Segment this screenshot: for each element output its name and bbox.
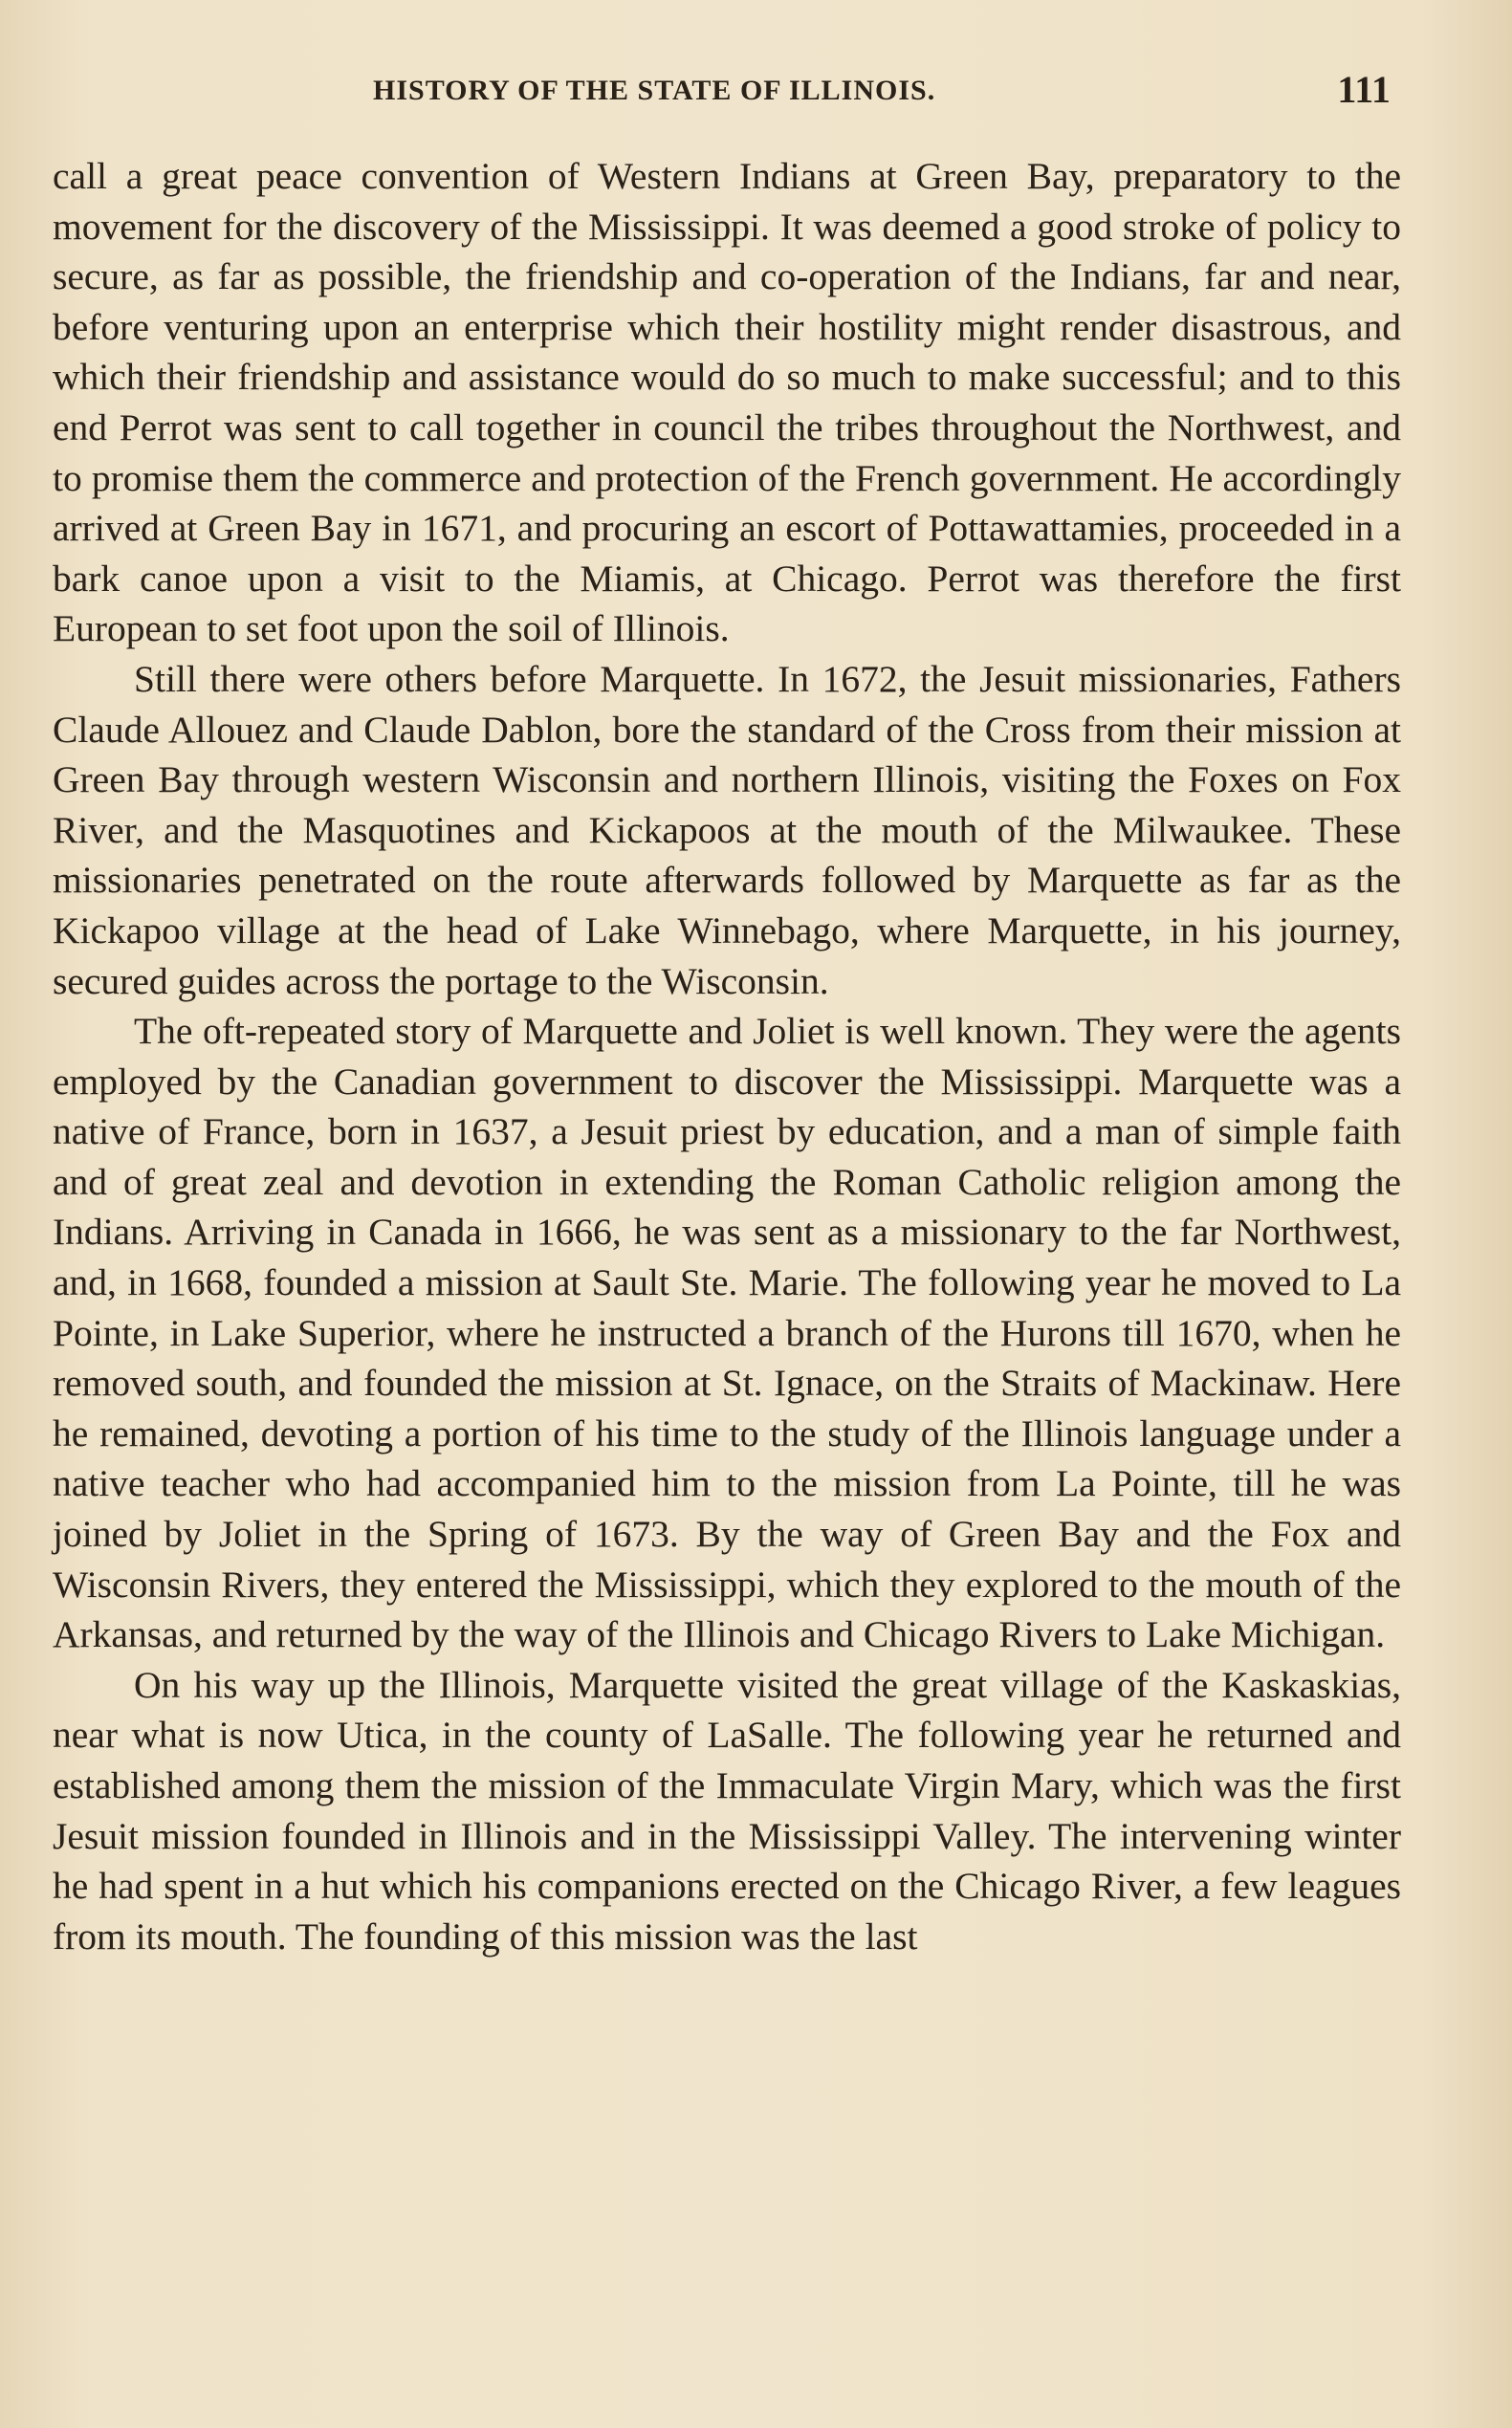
paragraph-perrot: call a great peace convention of Western Indians at Green Bay, preparatory to the movement for the discovery of the Mississippi. It was deemed a good stroke of policy to secure, as far as possible, the friendship and co-operation of the Indians, far and near, before venturing upon an enterprise which their hostility might render disastrous, and which their friendship and assistance would do so much to make successful; and to this end Perrot was sent to call together in council the tribes throughout the Northwest, and to promise them the commerce and protection of the French government. He accordingly arrived at Green Bay in 1671, and procuring an escort of Pottawattamies, proceeded in a bark canoe upon a visit to the Miamis, at Chicago. Perrot was therefore the first European to set foot upon the soil of Illinois. bbox=[53, 155, 1401, 650]
running-head: HISTORY OF THE STATE OF ILLINOIS. bbox=[373, 75, 936, 106]
paragraph-kaskaskias-mission: On his way up the Illinois, Marquette visited the great village of the Kaskaskias, near what is now Utica, in the county of LaSalle. The following year he returned and established among them the mission of the Immaculate Virgin Mary, which was the first Jesuit mission founded in Illinois and in the Mississippi Valley. The intervening winter he had spent in a hut which his companions erected on the Chicago River, a few leagues from its mouth. The founding of this mission was the last bbox=[53, 1663, 1401, 1958]
paragraph-marquette-joliet: The oft-repeated story of Marquette and Joliet is well known. They were the agents employed by the Canadian government to discover the Mississippi. Marquette was a native of France, born in 1637, a Jesuit priest by education, and a man of simple faith and of great zeal and devotion in extending the Roman Catholic religion among the Indians. Arriving in Canada in 1666, he was sent as a missionary to the far Northwest, and, in 1668, founded a mission at Sault Ste. Marie. The following year he moved to La Pointe, in Lake Superior, where he instructed a branch of the Hurons till 1670, when he removed south, and founded the mission at St. Ignace, on the Straits of Mackinaw. Here he remained, devoting a portion of his time to the study of the Illinois language under a native teacher who had accompanied him to the mission from La Pointe, till he was joined by Joliet in the Spring of 1673. By the way of Green Bay and the Fox and Wisconsin Rivers, they entered the Mississippi, which they explored to the mouth of the Arkansas, and returned by the way of the Illinois and Chicago Rivers to Lake Michigan. bbox=[53, 1010, 1401, 1656]
body-text bbox=[53, 151, 1401, 1961]
paragraph-jesuit-missionaries: Still there were others before Marquette. In 1672, the Jesuit missionaries, Fathers Claude Allouez and Claude Dablon, bore the standard of the Cross from their mission at Green Bay through western Wisconsin and northern Illinois, visiting the Foxes on Fox River, and the Masquotines and Kickapoos at the mouth of the Milwaukee. These missionaries penetrated on the route afterwards followed by Marquette as far as the Kickapoo village at the head of Lake Winnebago, where Marquette, in his journey, secured guides across the portage to the Wisconsin. bbox=[53, 657, 1401, 1002]
page-number: 111 bbox=[1337, 68, 1391, 111]
